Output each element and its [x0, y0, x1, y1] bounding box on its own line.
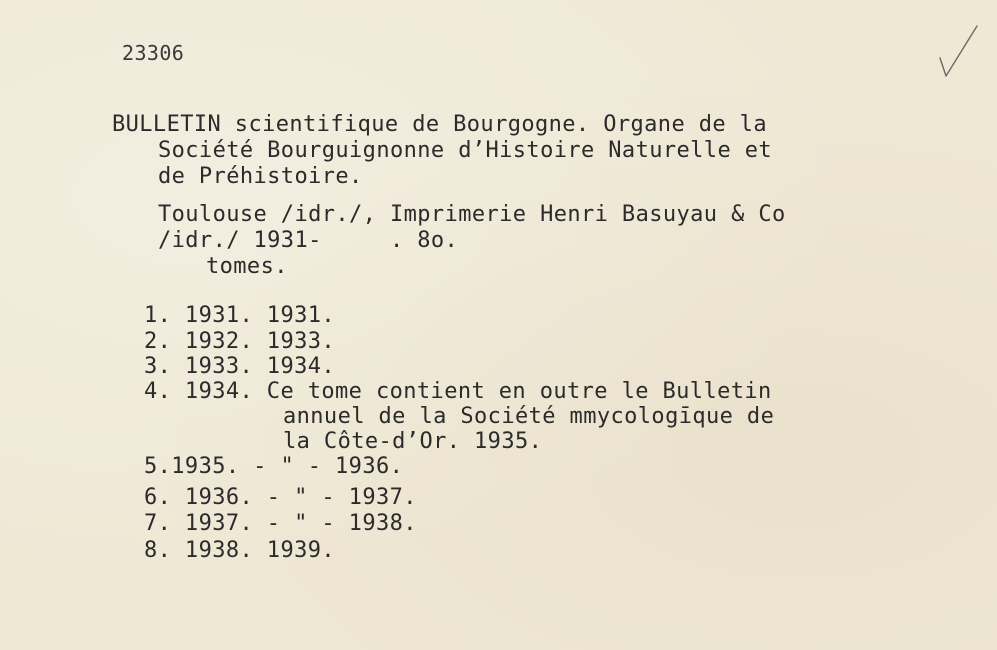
- volume-entry: 3. 1933. 1934.: [144, 354, 336, 379]
- catalog-number: 23306: [122, 41, 185, 65]
- volume-entry: 8. 1938. 1939.: [144, 538, 336, 563]
- volume-entry-continuation: la Côte-d’Or. 1935.: [283, 429, 543, 454]
- volume-entry: 1. 1931. 1931.: [144, 303, 336, 328]
- title-line: BULLETIN scientifique de Bourgogne. Organe de la: [112, 112, 767, 137]
- volume-entry: 4. 1934. Ce tome contient en outre le Bulletin: [144, 379, 772, 404]
- volume-entry: 2. 1932. 1933.: [144, 329, 336, 354]
- volume-entry: 7. 1937. - " - 1938.: [144, 511, 417, 536]
- imprint-line: /idr./ 1931- . 8o.: [158, 228, 459, 253]
- title-line: de Préhistoire.: [158, 164, 363, 189]
- volume-entry: 5.1935. - " - 1936.: [144, 454, 404, 479]
- imprint-line: tomes.: [206, 254, 288, 279]
- volume-entry-continuation: annuel de la Société mmycologīque de: [283, 404, 775, 429]
- volume-entry: 6. 1936. - " - 1937.: [144, 485, 417, 510]
- imprint-line: Toulouse /idr./, Imprimerie Henri Basuyau & Co: [158, 202, 786, 227]
- check-mark-icon: [932, 20, 982, 80]
- title-line: Société Bourguignonne d’Histoire Naturelle et: [158, 138, 773, 163]
